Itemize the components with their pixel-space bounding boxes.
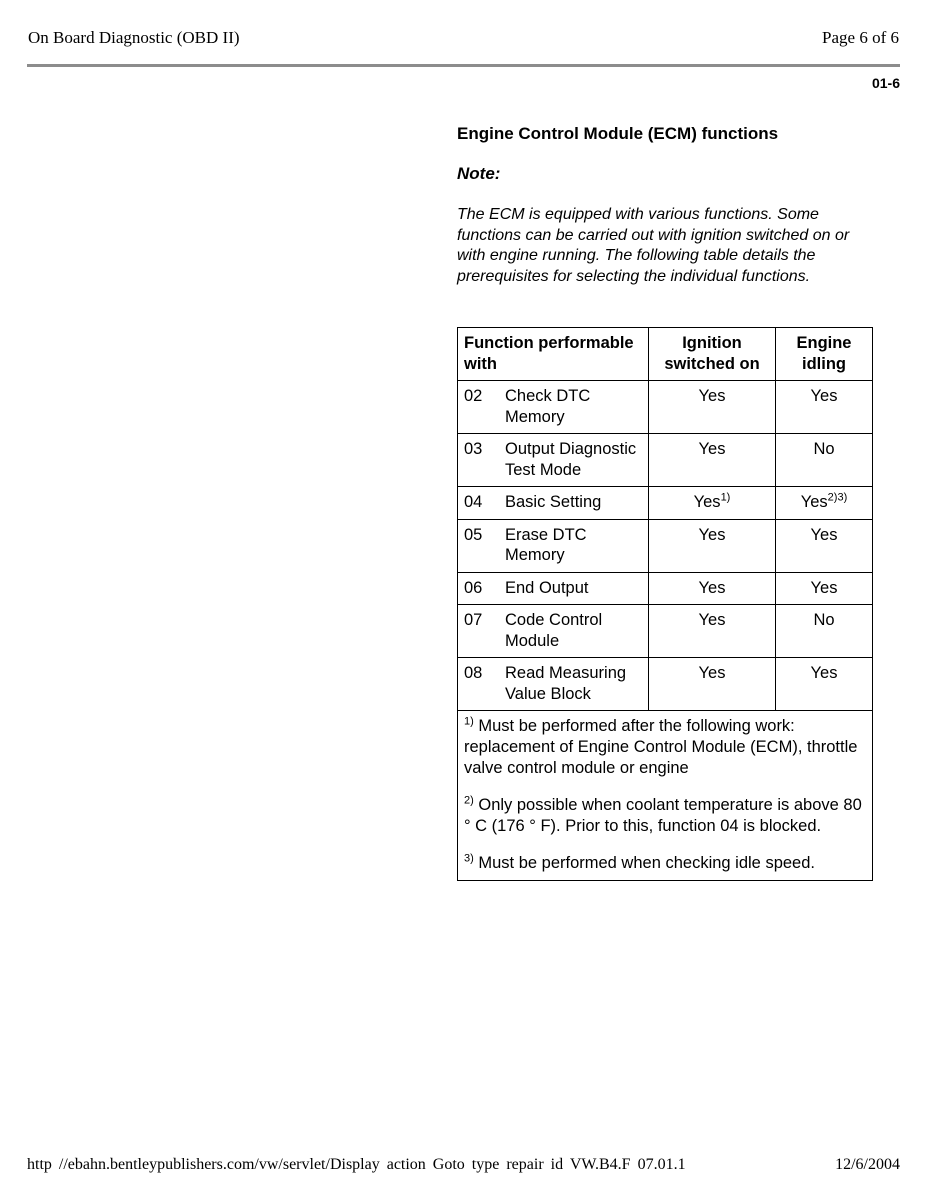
page-indicator: Page 6 of 6 <box>822 28 899 47</box>
header-function: Function performable with <box>458 328 649 381</box>
engine-cell <box>776 381 873 434</box>
ignition-value: Yes <box>693 493 721 511</box>
note-label: Note: <box>457 164 501 183</box>
table-header-row <box>458 328 873 381</box>
footer-url: http //ebahn.bentleypublishers.com/vw/servlet/Display action Goto type repair id VW.B4.F 07.01.1 <box>27 1156 686 1173</box>
footnote-text: Must be performed when checking idle speed. <box>478 854 815 872</box>
function-code: 06 <box>464 578 483 597</box>
table-row <box>458 658 873 711</box>
footnote-text: Must be performed after the following work: replacement of Engine Control Module (ECM), throttle valve control module or engine <box>464 717 858 777</box>
function-name: Basic Setting <box>505 493 602 511</box>
document-title: On Board Diagnostic (OBD II) <box>28 28 240 47</box>
engine-cell <box>776 519 873 572</box>
footnote-ref: 2)3) <box>827 491 848 504</box>
footnotes-row <box>458 711 873 881</box>
function-name: Check DTC Memory <box>505 387 591 426</box>
function-cell <box>458 658 649 711</box>
footnote-text: Only possible when coolant temperature is above 80 ° C (176 ° F). Prior to this, function 04 is blocked. <box>464 796 862 835</box>
footnote-mark: 3) <box>464 852 474 865</box>
footnote-mark: 1) <box>464 715 474 728</box>
header-engine: Engine idling <box>776 328 873 381</box>
table-row <box>458 487 873 520</box>
footnote <box>464 853 866 874</box>
ignition-cell <box>649 572 776 605</box>
function-code: 07 <box>464 611 483 629</box>
footnote-ref: 1) <box>720 491 731 504</box>
footer-date: 12/6/2004 <box>835 1156 900 1173</box>
section-number: 01-6 <box>871 75 900 91</box>
ignition-cell <box>649 434 776 487</box>
engine-value: Yes <box>800 493 828 511</box>
table-row <box>458 519 873 572</box>
table-row <box>458 434 873 487</box>
function-name: End Output <box>505 578 589 597</box>
engine-value: Yes <box>810 387 838 405</box>
function-cell <box>458 519 649 572</box>
header-ignition: Ignition switched on <box>649 328 776 381</box>
ignition-value: Yes <box>698 525 726 544</box>
footnote-mark: 2) <box>464 794 474 807</box>
function-cell <box>458 434 649 487</box>
footnotes-cell <box>458 711 873 881</box>
ignition-value: Yes <box>698 611 726 629</box>
function-cell <box>458 572 649 605</box>
function-name: Read Measuring Value Block <box>505 664 627 703</box>
function-code: 03 <box>464 440 483 458</box>
function-code: 02 <box>464 387 483 405</box>
engine-value: Yes <box>810 525 838 544</box>
engine-value: Yes <box>810 664 838 682</box>
function-code: 04 <box>464 493 483 511</box>
engine-value: No <box>813 440 835 458</box>
function-cell <box>458 487 649 520</box>
function-name: Code Control Module <box>505 611 603 650</box>
function-cell <box>458 605 649 658</box>
table-row <box>458 605 873 658</box>
ignition-cell <box>649 658 776 711</box>
ignition-value: Yes <box>698 387 726 405</box>
footnote <box>464 795 866 837</box>
table-row <box>458 572 873 605</box>
engine-cell <box>776 572 873 605</box>
function-name: Erase DTC Memory <box>505 525 587 564</box>
ecm-functions-table <box>457 327 873 881</box>
footnote <box>464 716 866 779</box>
ignition-cell <box>649 605 776 658</box>
engine-cell <box>776 487 873 520</box>
ignition-cell <box>649 487 776 520</box>
ignition-cell <box>649 519 776 572</box>
engine-cell <box>776 434 873 487</box>
ignition-value: Yes <box>698 440 726 458</box>
ignition-cell <box>649 381 776 434</box>
engine-cell <box>776 658 873 711</box>
engine-value: No <box>813 611 835 629</box>
ignition-value: Yes <box>698 578 726 597</box>
note-text: The ECM is equipped with various functions. Some functions can be carried out with ignition switched on or with engine running. The following table details the prerequisites for selecting the individual functions. <box>457 206 850 285</box>
table-row <box>458 381 873 434</box>
function-code: 05 <box>464 525 483 544</box>
function-name: Output Diagnostic Test Mode <box>505 440 637 479</box>
function-code: 08 <box>464 664 483 682</box>
engine-value: Yes <box>810 578 838 597</box>
function-cell <box>458 381 649 434</box>
ignition-value: Yes <box>698 664 726 682</box>
engine-cell <box>776 605 873 658</box>
section-heading: Engine Control Module (ECM) functions <box>457 124 779 143</box>
header-divider <box>27 64 900 67</box>
